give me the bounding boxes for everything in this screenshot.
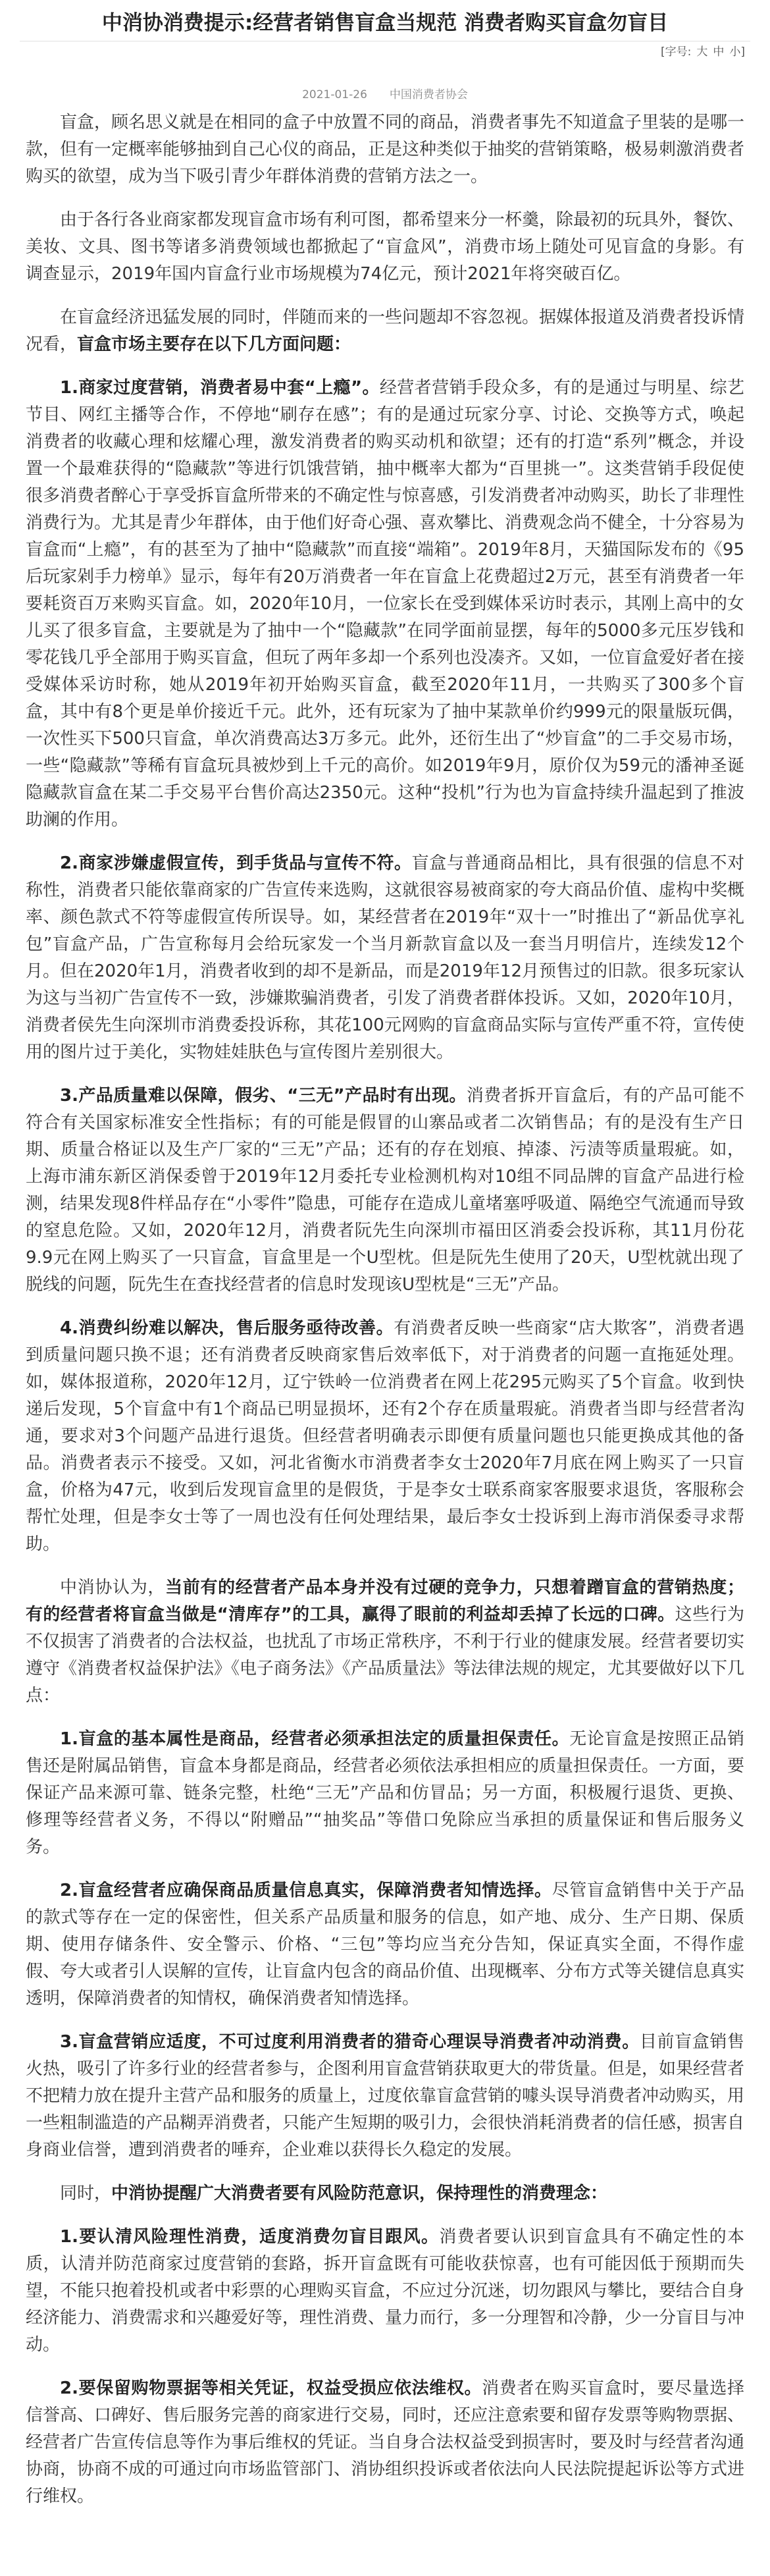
article-paragraph-problems-intro: [26, 304, 744, 358]
page-title: 中消协消费提示:经营者销售盲盒当规范 消费者购买盲盒勿盲目: [101, 11, 669, 35]
paragraph-text: 中消协认为，: [60, 1578, 166, 1597]
paragraph-text: 尽管盲盒销售中关于产品的款式等存在一定的保密性，但关系产品质量和服务的信息，如产地、成分、生产日期、保质期、使用存储条件、安全警示、价格、“三包”等均应当充分告知，保证真实全面，不得作虚假、夸大或者引人误解的宣传，让盲盒内包含的商品价值、出现概率、分布方式等关键信息真实透明，保障消费者的知情权，确保消费者知情选择。: [26, 1881, 745, 2008]
paragraph-heading: 2.商家涉嫌虚假宣传，到手货品与宣传不符。: [60, 853, 412, 873]
article-paragraph-problem-2: [26, 850, 744, 1066]
font-size-small-link[interactable]: 小: [729, 45, 741, 59]
article-paragraph-problem-4: [26, 1315, 744, 1558]
font-size-control: [661, 42, 745, 62]
paragraph-text: 同时，: [60, 2184, 112, 2203]
paragraph-text: 盲盒，顾名思义就是在相同的盒子中放置不同的商品，消费者事先不知道盒子里装的是哪一款，但有一定概率能够抽到自己心仪的商品，正是这种类似于抽奖的营销策略，极易刺激消费者购买的欲望，成为当下吸引青少年群体消费的营销方法之一。: [26, 113, 745, 186]
paragraph-emphasis: 中消协提醒广大消费者要有风险防范意识，保持理性的消费理念：: [111, 2184, 608, 2203]
article-header: [0, 0, 770, 109]
article-paragraph-problem-1: [26, 375, 744, 834]
article-paragraph-operator-3: [26, 2029, 744, 2164]
paragraph-emphasis: 盲盒市场主要存在以下几方面问题：: [77, 335, 351, 354]
font-size-label: [字号:: [660, 45, 692, 59]
paragraph-text: 消费者要认识到盲盒具有不确定性的本质，认清并防范商家过度营销的套路，拆开盲盒既有可能收获惊喜，也有可能因低于预期而失望，不能只抱着投机或者中彩票的心理购买盲盒，不应过分沉迷，切勿跟风与攀比，要结合自身经济能力、消费需求和兴趣爱好等，理性消费、量力而行，多一分理智和冷静，少一分盲目与冲动。: [26, 2227, 745, 2355]
article-body: [26, 109, 744, 2527]
paragraph-text: 消费者拆开盲盒后，有的产品可能不符合有关国家标准安全性指标；有的可能是假冒的山寨品或者二次销售品；有的是没有生产日期、质量合格证以及生产厂家的“三无”产品；还有的存在划痕、掉漆、污渍等质量瑕疵。如，上海市浦东新区消保委曾于2019年12月委托专业检测机构对10组不同品牌的盲盒产品进行检测，结果发现8件样品存在“小零件”隐患，可能存在造成儿童堵塞呼吸道、隔绝空气流通而导致的窒息危险。又如，2020年12月，消费者阮先生向深圳市福田区消委会投诉称，其11月份花9.9元在网上购买了一只盲盒，盲盒里是一个U型枕。但是阮先生使用了20天，U型枕就出现了脱线的问题，阮先生在查找经营者的信息时发现该U型枕是“三无”产品。: [26, 1086, 744, 1295]
paragraph-heading: 3.产品质量难以保障，假劣、“三无”产品时有出现。: [60, 1086, 467, 1106]
article-paragraph-consumer-2: [26, 2375, 744, 2510]
article-paragraph-market: [26, 207, 744, 288]
article-paragraph-intro: [26, 109, 744, 190]
paragraph-heading: 3.盲盒营销应适度，不可过度利用消费者的猎奇心理误导消费者冲动消费。: [60, 2032, 640, 2052]
paragraph-heading: 1.盲盒的基本属性是商品，经营者必须承担法定的质量担保责任。: [60, 1729, 570, 1749]
article-paragraph-consumer-1: [26, 2224, 744, 2359]
paragraph-text: 无论盲盒是按照正品销售还是附属品销售，盲盒本身都是商品，经营者必须依法承担相应的质量担保责任。一方面，要保证产品来源可靠、链条完整，杜绝“三无”产品和仿冒品；另一方面，积极履行退货、更换、修理等经营者义务，不得以“附赠品”“抽奖品”等借口免除应当承担的质量保证和售后服务义务。: [26, 1729, 745, 1857]
paragraph-heading: 2.要保留购物票据等相关凭证，权益受损应依法维权。: [60, 2378, 482, 2398]
font-size-large-link[interactable]: 大: [696, 45, 708, 59]
paragraph-text: 消费者在购买盲盒时，要尽量选择信誉高、口碑好、售后服务完善的商家进行交易，同时，还应注意索要和留存发票等购物票据、经营者广告宣传信息等作为事后维权的凭证。当自身合法权益受到损害时，要及时与经营者沟通协商，协商不成的可通过向市场监管部门、消协组织投诉或者依法向人民法院提起诉讼等方式进行维权。: [26, 2378, 745, 2506]
paragraph-heading: 1.商家过度营销，消费者易中套“上瘾”。: [60, 378, 380, 398]
font-size-medium-link[interactable]: 中: [713, 45, 725, 59]
paragraph-text: 这些行为不仅损害了消费者的合法权益，也扰乱了市场正常秩序，不利于行业的健康发展。经营者要切实遵守《消费者权益保护法》《电子商务法》《产品质量法》等法律法规的规定，尤其要做好以下几点：: [26, 1605, 745, 1705]
font-size-bracket-close: ]: [740, 45, 745, 59]
article-paragraph-consumer-intro: [26, 2180, 744, 2207]
article-paragraph-operator-1: [26, 1726, 744, 1861]
article-meta: [0, 84, 770, 105]
paragraph-heading: 2.盲盒经营者应确保商品质量信息真实，保障消费者知情选择。: [60, 1881, 552, 1900]
publish-date: 2021-01-26: [302, 88, 367, 101]
paragraph-text: 经营者营销手段众多，有的是通过与明星、综艺节目、网红主播等合作，不停地“刷存在感”；有的是通过玩家分享、讨论、交换等方式，唤起消费者的收藏心理和炫耀心理，激发消费者的购买动机和欲望；还有的打造“系列”概念，并设置一个最难获得的“隐藏款”等进行饥饿营销，抽中概率大都为“百里挑一”。这类营销手段促使很多消费者醉心于享受拆盲盒所带来的不确定性与惊喜感，引发消费者冲动购买，助长了非理性消费行为。尤其是青少年群体，由于他们好奇心强、喜欢攀比、消费观念尚不健全，十分容易为盲盒而“上瘾”，有的甚至为了抽中“隐藏款”而直接“端箱”。2019年8月，天猫国际发布的《95后玩家剁手力榜单》显示，每年有20万消费者一年在盲盒上花费超过2万元，甚至有消费者一年要耗资百万来购买盲盒。如，2020年10月，一位家长在受到媒体采访时表示，其刚上高中的女儿买了很多盲盒，主要就是为了抽中一个“隐藏款”在同学面前显摆，每年的5000多元压岁钱和零花钱几乎全部用于购买盲盒，但玩了两年多却一个系列也没凑齐。又如，一位盲盒爱好者在接受媒体采访时称，她从2019年初开始购买盲盒，截至2020年11月，一共购买了300多个盲盒，其中有8个更是单价接近千元。此外，还有玩家为了抽中某款单价约999元的限量版玩偶，一次性买下500只盲盒，单次消费高达3万多元。此外，还衍生出了“炒盲盒”的二手交易市场，一些“隐藏款”等稀有盲盒玩具被炒到上千元的高价。如2019年9月，原价仅为59元的潘神圣诞隐藏款盲盒在某二手交易平台售价高达2350元。这种“投机”行为也为盲盒持续升温起到了推波助澜的作用。: [26, 378, 745, 830]
paragraph-heading: 1.要认清风险理性消费，适度消费勿盲目跟风。: [60, 2227, 440, 2247]
article-paragraph-problem-3: [26, 1083, 744, 1299]
paragraph-emphasis: 当前有的经营者产品本身并没有过硬的竞争力，只想着蹭盲盒的营销热度；有的经营者将盲盒当做是“清库存”的工具，赢得了眼前的利益却丢掉了长远的口碑。: [26, 1578, 744, 1624]
article-paragraph-operator-2: [26, 1877, 744, 2012]
article-paragraph-cca-opinion: [26, 1574, 744, 1709]
paragraph-text: 在盲盒经济迅猛发展的同时，伴随而来的一些问题却不容忽视。据媒体报道及消费者投诉情况看，: [26, 308, 745, 354]
paragraph-text: 盲盒与普通商品相比，具有很强的信息不对称性，消费者只能依靠商家的广告宣传来选购，这就很容易被商家的夸大商品价值、虚构中奖概率、颜色款式不符等虚假宣传所误导。如，某经营者在2019年“双十一”时推出了“新品优享礼包”盲盒产品，广告宣称每月会给玩家发一个当月新款盲盒以及一套当月明信片，连续发12个月。但在2020年1月，消费者收到的却不是新品，而是2019年12月预售过的旧款。很多玩家认为这与当初广告宣传不一致，涉嫌欺骗消费者，引发了消费者群体投诉。又如，2020年10月，消费者侯先生向深圳市消费委投诉称，其花100元网购的盲盒商品实际与宣传严重不符，宣传使用的图片过于美化，实物娃娃肤色与宣传图片差别很大。: [26, 853, 745, 1062]
article-source: 中国消费者协会: [389, 88, 468, 101]
paragraph-text: 有消费者反映一些商家“店大欺客”，消费者遇到质量问题只换不退；还有消费者反映商家售后效率低下，对于消费者的问题一直拖延处理。如，媒体报道称，2020年12月，辽宁铁岭一位消费者在网上花295元购买了5个盲盒。收到快递后发现，5个盲盒中有1个商品已明显损坏，还有2个存在质量瑕疵。消费者当即与经营者沟通，要求对3个问题产品进行退货。但经营者明确表示即便有质量问题也只能更换成其他的备品。消费者表示不接受。又如，河北省衡水市消费者李女士2020年7月底在网上购买了一只盲盒，价格为47元，收到后发现盲盒里的是假货，于是李女士联系商家客服要求退货，客服称会帮忙处理，但是李女士等了一周也没有任何处理结果，最后李女士投诉到上海市消保委寻求帮助。: [26, 1318, 744, 1554]
paragraph-heading: 4.消费纠纷难以解决，售后服务亟待改善。: [60, 1318, 394, 1338]
paragraph-text: 由于各行各业商家都发现盲盒市场有利可图，都希望来分一杯羹，除最初的玩具外，餐饮、美妆、文具、图书等诸多消费领域也都掀起了“盲盒风”，消费市场上随处可见盲盒的身影。有调查显示，2019年国内盲盒行业市场规模为74亿元，预计2021年将突破百亿。: [26, 210, 745, 284]
paragraph-text: 目前盲盒销售火热，吸引了许多行业的经营者参与，企图利用盲盒营销获取更大的带货量。但是，如果经营者不把精力放在提升主营产品和服务的质量上，过度依靠盲盒营销的噱头误导消费者冲动购买，用一些粗制滥造的产品糊弄消费者，只能产生短期的吸引力，会很快消耗消费者的信任感，损害自身商业信誉，遭到消费者的唾弃，企业难以获得长久稳定的发展。: [26, 2032, 745, 2160]
